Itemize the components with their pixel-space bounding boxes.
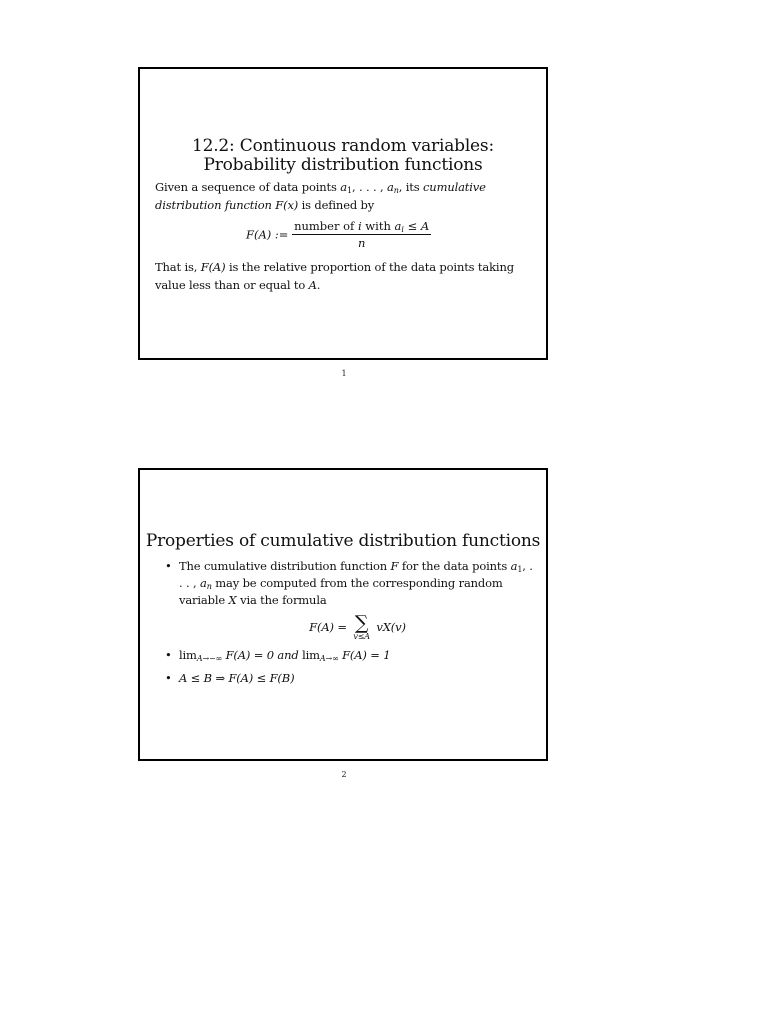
text-run: Given a sequence of data points	[155, 180, 341, 194]
text-run: , its	[398, 180, 424, 194]
math-F: F	[390, 559, 399, 573]
list-item	[155, 647, 536, 664]
slide-1	[138, 67, 548, 360]
text-run: F(A) = 1	[338, 648, 391, 662]
slide-1-title-line1: 12.2: Continuous random variables:	[192, 136, 494, 156]
text-run: The cumulative distribution function	[179, 559, 391, 573]
list-item	[155, 558, 536, 641]
math-a: a	[387, 180, 394, 194]
monotonicity-property: A ≤ B ⇒ F(A) ≤ F(B)	[179, 671, 295, 685]
text-run: , . . . ,	[179, 559, 533, 590]
math-subscript: i	[401, 225, 404, 234]
properties-list	[155, 558, 536, 687]
math-A: A	[308, 277, 317, 292]
cdf-formula	[246, 219, 431, 250]
sum-formula	[179, 614, 536, 641]
text-run: with	[361, 219, 395, 233]
math-a: a	[340, 180, 347, 194]
math-a: a	[394, 219, 402, 233]
text-run: may be computed from the corresponding random variable	[179, 576, 503, 607]
math-a: a	[200, 576, 207, 590]
text-run: F(A) = 0 and	[222, 648, 303, 662]
list-item	[155, 670, 536, 687]
page-number-1: 1	[341, 369, 347, 378]
math-i: i	[357, 219, 362, 233]
bullet-icon: •	[165, 648, 172, 662]
math-X: X	[228, 593, 237, 607]
cdf-interpretation-text	[155, 259, 538, 294]
math-lim: lim	[179, 648, 197, 662]
slide-1-title-line2: Probability distribution functions	[203, 155, 483, 175]
math-subscript: n	[206, 582, 212, 591]
math-fx: F(x)	[275, 197, 299, 212]
sigma-icon: ∑	[354, 612, 369, 634]
math-subscript: 1	[517, 565, 523, 574]
text-run: .	[316, 277, 321, 292]
slide-2-title: Properties of cumulative distribution functions	[145, 531, 541, 551]
text-run: is the relative proportion of the data points taking value less than or equal to	[155, 260, 514, 292]
summation	[353, 614, 370, 641]
text-run: via the formula	[236, 593, 327, 607]
bullet-icon: •	[165, 559, 172, 573]
formula-lhs: F(A) :=	[246, 227, 289, 242]
text-run: number of	[294, 219, 358, 233]
slide-1-title	[140, 137, 546, 175]
math-lim: lim	[302, 648, 320, 662]
term-distribution-function: distribution function	[155, 197, 272, 212]
text-run: ≤ A	[403, 219, 430, 233]
page-number-2: 2	[341, 770, 347, 779]
math-subscript: A→∞	[319, 654, 339, 663]
slide-2	[138, 468, 548, 761]
text-run: for the data points	[398, 559, 511, 573]
sum-rhs: vX(v)	[376, 620, 406, 634]
math-subscript: n	[393, 186, 399, 195]
text-run: That is,	[155, 260, 201, 274]
text-run: is defined by	[298, 197, 375, 212]
term-cumulative: cumulative	[423, 180, 486, 194]
formula-fraction	[292, 219, 431, 250]
math-subscript: A→−∞	[196, 654, 223, 663]
math-a: a	[510, 559, 518, 573]
bullet-icon: •	[165, 671, 172, 685]
math-fa: F(A)	[200, 260, 226, 274]
formula-denominator: n	[357, 236, 366, 250]
sum-limit: v≤A	[353, 632, 370, 641]
formula-numerator	[292, 219, 431, 235]
sum-lhs: F(A) =	[309, 620, 347, 634]
cdf-definition-text	[155, 179, 538, 214]
math-subscript: 1	[346, 186, 352, 195]
text-run: , . . . ,	[351, 180, 387, 194]
